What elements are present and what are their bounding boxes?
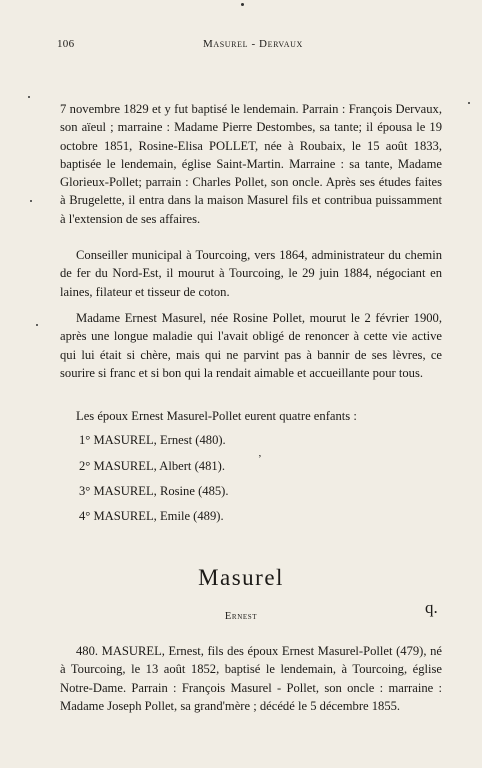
page-number: 106 — [57, 38, 75, 50]
margin-annotation: q. — [425, 598, 438, 617]
pencil-tick-mark: ʼ — [258, 453, 262, 465]
running-head — [57, 38, 452, 54]
child-entry: 4° MASUREL, Emile (489). — [79, 509, 224, 523]
child-entry: 1° MASUREL, Ernest (480). — [79, 433, 226, 447]
print-speck — [468, 102, 470, 104]
paragraph-children-intro: Les époux Ernest Masurel-Pollet eurent quatre enfants : — [76, 409, 357, 423]
running-title: Masurel - Dervaux — [203, 38, 303, 50]
paragraph-biography: 7 novembre 1829 et y fut baptisé le lendemain. Parrain : François Dervaux, son aïeul ; marraine : Madame Pierre Destombes, sa tante; il épousa le 19 octobre 1851, Rosine-Elisa POLLET, née à Roubaix, le 15 août 1833, baptisée le lendemain, église Saint-Martin. Marraine : sa tante, Madame Glorieux-Pollet; parrain : Charles Pollet, son oncle. Après ses études faites à Brugelette, il entra dans la maison Masurel fils et contribua puissamment à l'extension de ses affaires. — [60, 102, 442, 226]
print-speck — [30, 200, 32, 202]
paragraph-wife: Madame Ernest Masurel, née Rosine Pollet, mourut le 2 février 1900, après une longue maladie qui l'avait obligé de renoncer à cette vie active qui lui était si chère, mais qui ne parvint pas à bannir de ses lèvres, ce sourire si franc et si bon qui la rendait aimable et accueillante pour tous. — [60, 311, 442, 380]
print-speck — [28, 96, 30, 98]
print-speck — [241, 3, 244, 6]
child-entry: 3° MASUREL, Rosine (485). — [79, 484, 229, 498]
section-subtitle: Ernest — [224, 611, 258, 622]
paragraph-career: Conseiller municipal à Tourcoing, vers 1864, administrateur du chemin de fer du Nord-Est, il mourut à Tourcoing, le 29 juin 1884, négociant en laines, filateur et tisseur de coton. — [60, 248, 442, 299]
paragraph-entry-480: 480. MASUREL, Ernest, fils des époux Ernest Masurel-Pollet (479), né à Tourcoing, le 13 août 1852, baptisé le lendemain, à Tourcoing, église Notre-Dame. Parrain : François Masurel - Pollet, son oncle : marraine : Madame Joseph Pollet, sa grand'mère ; décédé le 5 décembre 1855. — [60, 644, 442, 713]
section-title: Masurel — [198, 565, 284, 590]
child-entry: 2° MASUREL, Albert (481). — [79, 459, 226, 473]
print-speck — [36, 324, 38, 326]
